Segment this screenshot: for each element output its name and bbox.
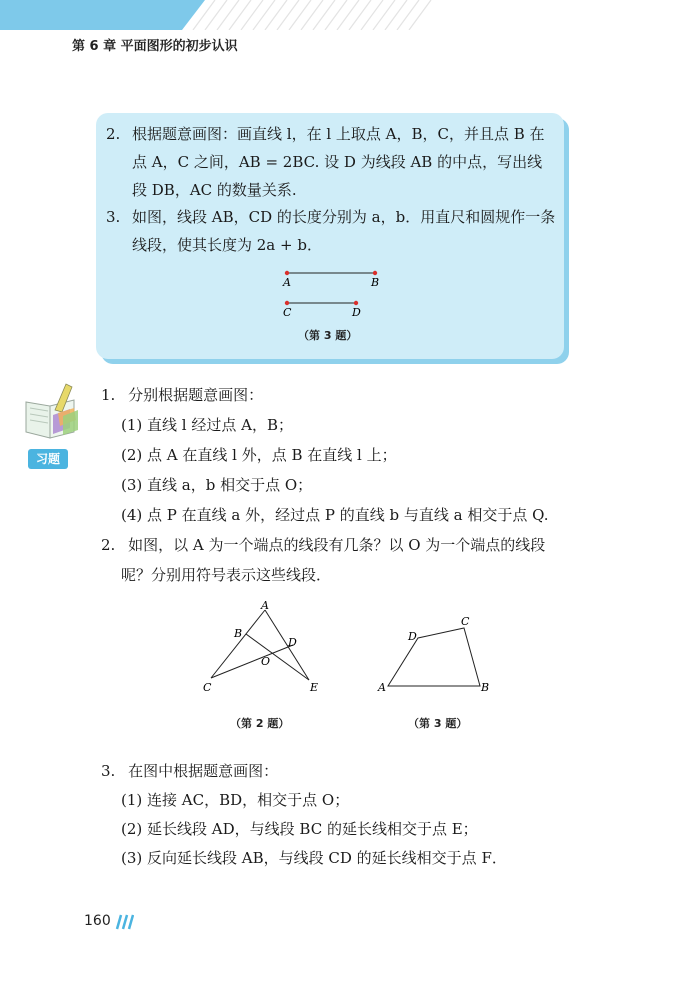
book-icon bbox=[22, 380, 80, 440]
problem-1 bbox=[101, 384, 263, 406]
label-d: D bbox=[408, 630, 417, 643]
segment-figure bbox=[270, 265, 400, 320]
point-a bbox=[285, 271, 289, 275]
header-band bbox=[0, 0, 700, 30]
label-b: B bbox=[481, 681, 490, 694]
box-item-number: 2. bbox=[106, 125, 121, 143]
label-a: A bbox=[261, 599, 269, 612]
figure-3-caption: （第 3 题） bbox=[408, 717, 468, 730]
problem-3-sub-1: (1) 连接 AC，BD，相交于点 O； bbox=[121, 791, 350, 809]
box-item-number: 3. bbox=[106, 208, 121, 226]
label-d: D bbox=[288, 636, 297, 649]
problem-3-sub-2: (2) 延长线段 AD，与线段 BC 的延长线相交于点 E； bbox=[121, 820, 478, 838]
problem-2 bbox=[101, 534, 545, 556]
figure-2-caption: （第 2 题） bbox=[230, 717, 290, 730]
point-d bbox=[354, 301, 358, 305]
label-c: C bbox=[461, 615, 470, 628]
label-b: B bbox=[371, 276, 380, 289]
label-d: D bbox=[352, 306, 361, 319]
figure-3 bbox=[375, 612, 500, 697]
problem-1-sub-2: (2) 点 A 在直线 l 外，点 B 在直线 l 上； bbox=[121, 446, 397, 464]
problem-number: 3. bbox=[101, 762, 116, 780]
figure-2 bbox=[195, 598, 330, 698]
point-b bbox=[373, 271, 377, 275]
problem-number: 2. bbox=[101, 536, 116, 554]
problem-number: 1. bbox=[101, 386, 116, 404]
problem-1-sub-4: (4) 点 P 在直线 a 外，经过点 P 的直线 b 与直线 a 相交于点 Q. bbox=[121, 506, 549, 524]
page-number: 160 bbox=[84, 913, 111, 929]
label-b: B bbox=[234, 627, 243, 640]
label-a: A bbox=[378, 681, 386, 694]
problem-1-sub-3: (3) 直线 a，b 相交于点 O； bbox=[121, 476, 313, 494]
problem-text: 如图，以 A 为一个端点的线段有几条？以 O 为一个端点的线段 bbox=[128, 536, 546, 554]
problem-3-sub-3: (3) 反向延长线段 AB，与线段 CD 的延长线相交于点 F． bbox=[121, 849, 507, 867]
label-c: C bbox=[203, 681, 212, 694]
problem-text: 在图中根据题意画图： bbox=[128, 762, 279, 780]
problem-2-line-2: 呢？分别用符号表示这些线段． bbox=[121, 566, 332, 584]
box-item-text: 根据题意画图：画直线 l，在 l 上取点 A，B，C，并且点 B 在点 A，C 之间，AB = 2BC. 设 D 为线段 AB 的中点，写出线段 DB，AC 的数量关系. bbox=[132, 125, 545, 199]
point-c bbox=[285, 301, 289, 305]
problem-3 bbox=[101, 760, 278, 782]
label-e: E bbox=[310, 681, 319, 694]
label-c: C bbox=[283, 306, 292, 319]
label-o: O bbox=[261, 655, 271, 668]
problem-1-sub-1: (1) 直线 l 经过点 A，B； bbox=[121, 416, 293, 434]
box-item-2 bbox=[106, 120, 556, 204]
header-bar bbox=[0, 0, 700, 30]
page-number-slashes bbox=[112, 913, 134, 931]
chapter-title: 第 6 章 平面图形的初步认识 bbox=[72, 39, 238, 54]
box-figure-caption: （第 3 题） bbox=[298, 329, 358, 342]
label-a: A bbox=[283, 276, 291, 289]
box-item-3 bbox=[106, 203, 556, 259]
problem-text: 分别根据题意画图： bbox=[128, 386, 264, 404]
exercises-badge: 习题 bbox=[28, 449, 68, 469]
box-item-text: 如图，线段 AB，CD 的长度分别为 a，b．用直尺和圆规作一条线段，使其长度为 2a + b． bbox=[132, 208, 556, 254]
